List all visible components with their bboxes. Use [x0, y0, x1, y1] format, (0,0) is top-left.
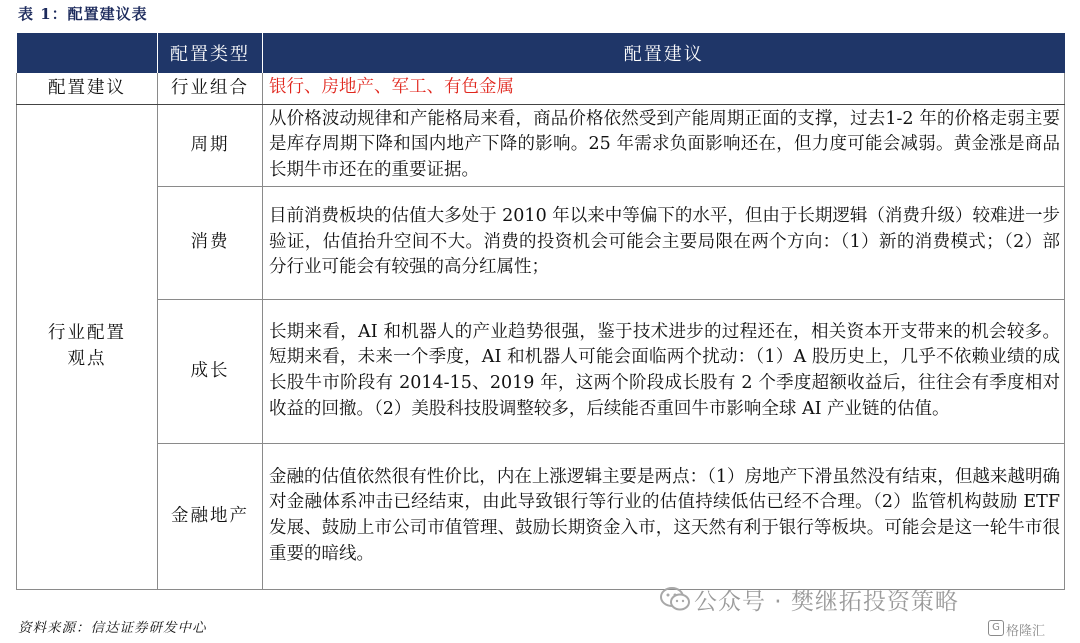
source-note: 资料来源：信达证券研发中心 — [18, 620, 207, 636]
watermark-text: 公众号 · 樊继拓投资策略 — [694, 589, 959, 615]
header-type: 配置类型 — [158, 33, 263, 73]
row-label-advice: 配置建议 — [17, 73, 158, 105]
row-type: 成长 — [158, 300, 263, 444]
row-type: 金融地产 — [158, 444, 263, 590]
allocation-table — [16, 33, 1065, 590]
row-type: 消费 — [158, 187, 263, 300]
table-title: 表 1：配置建议表 — [18, 5, 148, 23]
table-row — [17, 444, 1065, 590]
header-blank — [17, 33, 158, 73]
row-type: 周期 — [158, 105, 263, 187]
table-row — [17, 105, 1065, 187]
table-row — [17, 187, 1065, 300]
table-row-combo — [17, 73, 1065, 105]
row-text: 长期来看，AI 和机器人的产业趋势很强，鉴于技术进步的过程还在，相关资本开支带来的机会较多。短期来看，未来一个季度，AI 和机器人可能会面临两个扰动：（1）A 股历史上，几乎不依赖业绩的成长股牛市阶段有 2014-15、2019 年，这两个阶段成长股有 2 个季度超额收益后，往往会有季度相对收益的回撤。（2）美股科技股调整较多，后续能否重回牛市影响全球 AI 产业链的估值。 — [263, 300, 1065, 444]
row-text: 从价格波动规律和产能格局来看，商品价格依然受到产能周期正面的支撑，过去1-2 年的价格走弱主要是库存周期下降和国内地产下降的影响。25 年需求负面影响还在，但力度可能会减弱。黄金涨是商品长期牛市还在的重要证据。 — [263, 105, 1065, 187]
wechat-icon — [660, 586, 690, 612]
row-text: 金融的估值依然很有性价比，内在上涨逻辑主要是两点：（1）房地产下滑虽然没有结束，但越来越明确对金融体系冲击已经结束，由此导致银行等行业的估值持续低估已经不合理。（2）监管机构鼓励 ETF 发展、鼓励上市公司市值管理、鼓励长期资金入市，这天然有利于银行等板块。可能会是这一轮牛市很重要的暗线。 — [263, 444, 1065, 590]
table-header-row — [17, 33, 1065, 73]
group-label: 行业配置 观点 — [17, 105, 158, 590]
brand-logo-icon: G — [988, 620, 1004, 636]
combo-value: 银行、房地产、军工、有色金属 — [263, 73, 1065, 105]
row-text: 目前消费板块的估值大多处于 2010 年以来中等偏下的水平，但由于长期逻辑（消费升级）较难进一步验证，估值抬升空间不大。消费的投资机会可能会主要局限在两个方向：（1）新的消费模式；（2）部分行业可能会有较强的高分红属性； — [263, 187, 1065, 300]
row-type-combo: 行业组合 — [158, 73, 263, 105]
header-advice: 配置建议 — [263, 33, 1065, 73]
brand-watermark: 格隆汇 — [1006, 624, 1046, 639]
table-row — [17, 300, 1065, 444]
